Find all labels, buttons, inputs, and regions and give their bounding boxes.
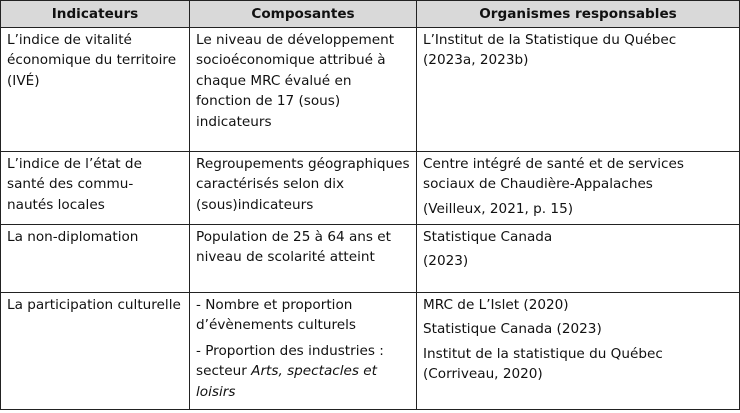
components-cell	[190, 27, 417, 151]
organisms-cell	[417, 27, 740, 151]
sector-name: Arts, spectacles et loisirs	[196, 363, 378, 400]
components-cell	[190, 224, 417, 292]
header-organismes: Organismes responsables	[417, 1, 740, 28]
organism-text: (2023)	[423, 253, 469, 269]
header-indicateurs: Indicateurs	[1, 1, 190, 28]
indicator-cell	[1, 292, 190, 409]
indicator-cell	[1, 151, 190, 224]
organism-text: MRC de L’Islet (2020)	[423, 296, 569, 313]
indicator-text: La participation culturelle	[7, 296, 181, 313]
table-row	[1, 224, 740, 292]
table-row	[1, 151, 740, 224]
components-cell	[190, 292, 417, 409]
organisms-cell	[417, 151, 740, 224]
indicator-cell	[1, 224, 190, 292]
component-list-item: - Nombre et proportion d’évènements culturels	[196, 296, 356, 333]
components-text: Le niveau de développement socioéconomique attribué à chaque MRC évalué en fonction de 17 (sous) indicateurs	[196, 31, 395, 130]
organism-text: Statistique Canada	[423, 228, 553, 245]
indicator-cell	[1, 27, 190, 151]
organisms-cell	[417, 224, 740, 292]
organism-text: Institut de la statistique du Québec (Corriveau, 2020)	[423, 345, 663, 382]
organism-text: Statistique Canada (2023)	[423, 321, 602, 337]
indicator-text: La non-diplomation	[7, 228, 139, 245]
components-cell	[190, 151, 417, 224]
organism-text: L’Institut de la Statistique du Québec (2023a, 2023b)	[423, 31, 677, 68]
header-composantes: Composantes	[190, 1, 417, 28]
organism-text: Centre intégré de santé et de services sociaux de Chaudière-Appalaches	[423, 155, 684, 192]
table-row	[1, 27, 740, 151]
component-list-item: - Proportion des industries : secteur Arts, spectacles et loisirs	[196, 342, 384, 400]
organisms-cell	[417, 292, 740, 409]
indicator-text: L’indice de vitalité économique du territoire (IVÉ)	[7, 31, 177, 89]
components-text: Population de 25 à 64 ans et niveau de scolarité atteint	[196, 228, 391, 265]
table-row	[1, 292, 740, 409]
components-text: Regroupements géographiques caractérisés selon dix (sous)indicateurs	[196, 155, 410, 213]
table-header-row	[1, 1, 740, 28]
organism-text: (Veilleux, 2021, p. 15)	[423, 200, 574, 217]
indicator-text: L’indice de l’état de santé des commu- nautés locales	[7, 155, 142, 213]
